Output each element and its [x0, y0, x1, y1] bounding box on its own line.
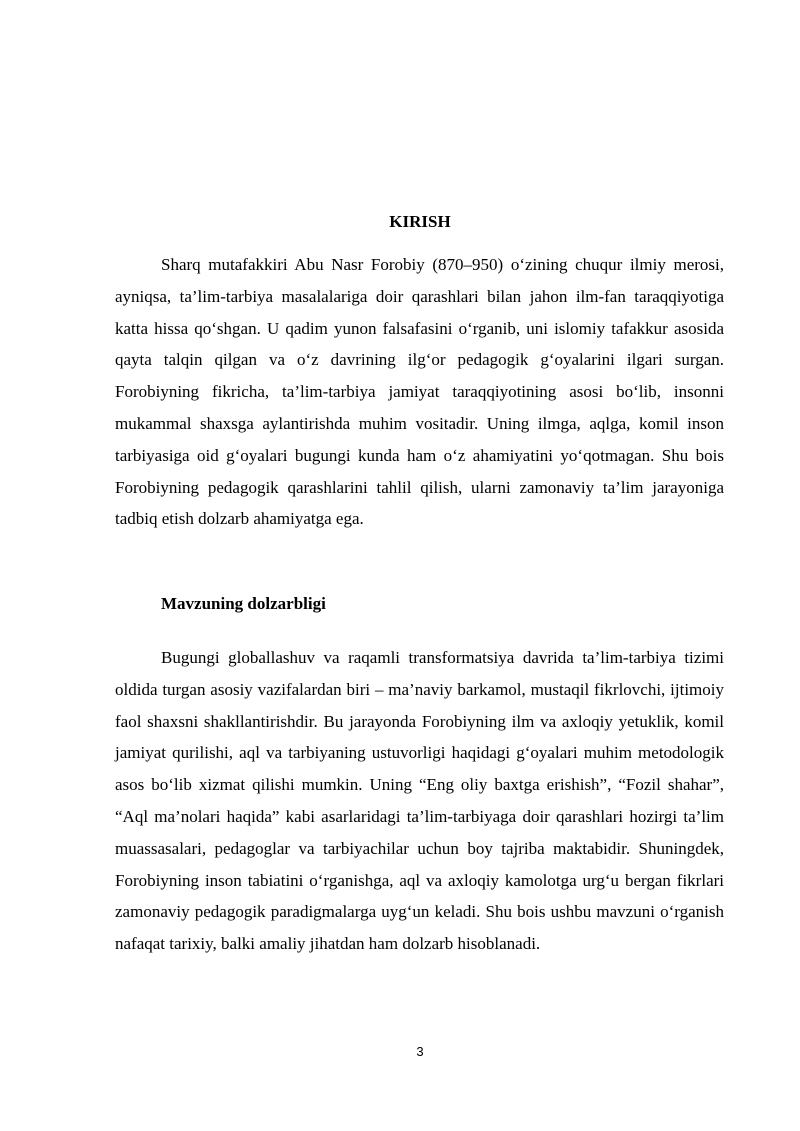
intro-paragraph: Sharq mutafakkiri Abu Nasr Forobiy (870–950) o‘zining chuqur ilmiy merosi, ayniqsa, ta’lim-tarbiya masalalariga doir qarashlari bilan jahon ilm-fan taraqqiyotiga katta hissa qo‘shgan. U qadim yunon falsafasini o‘rganib, uni islomiy tafakkur asosida qayta talqin qilgan va o‘z davrining ilg‘or pedagogik g‘oyalarini ilgari surgan. Forobiyning fikricha, ta’lim-tarbiya jamiyat taraqqiyotining asosi bo‘lib, insonni mukammal shaxsga aylantirishda muhim vositadir. Uning ilmga, aqlga, komil inson tarbiyasiga oid g‘oyalari bugungi kunda ham o‘z ahamiyatini yo‘qotmagan. Shu bois Forobiyning pedagogik qarashlarini tahlil qilish, ularni zamonaviy ta’lim jarayoniga tadbiq etish dolzarb ahamiyatga ega. — [115, 255, 724, 529]
subheading-relevance: Mavzuning dolzarbligi — [161, 594, 326, 613]
section-title: KIRISH — [389, 212, 451, 231]
relevance-paragraph: Bugungi globallashuv va raqamli transformatsiya davrida ta’lim-tarbiya tizimi oldida turgan asosiy vazifalardan biri – ma’naviy barkamol, mustaqil fikrlovchi, ijtimoiy faol shaxsni shakllantirishdir. Bu jarayonda Forobiyning ilm va axloqiy yetuklik, komil jamiyat qurilishi, aql va tarbiyaning ustuvorligi haqidagi g‘oyalari muhim metodologik asos bo‘lib xizmat qilishi mumkin. Uning “Eng oliy baxtga erishish”, “Fozil shahar”, “Aql ma’nolari haqida” kabi asarlaridagi ta’lim-tarbiyaga doir qarashlari hozirgi ta’lim muassasalari, pedagoglar va tarbiyachilar uchun boy tajriba maktabidir. Shuningdek, Forobiyning inson tabiatini o‘rganishga, aql va axloqiy kamolotga urg‘u bergan fikrlari zamonaviy pedagogik paradigmalarga uyg‘un keladi. Shu bois ushbu mavzuni o‘rganish nafaqat tarixiy, balki amaliy jihatdan ham dolzarb hisoblanadi. — [115, 648, 724, 954]
page-number: 3 — [416, 1044, 424, 1059]
